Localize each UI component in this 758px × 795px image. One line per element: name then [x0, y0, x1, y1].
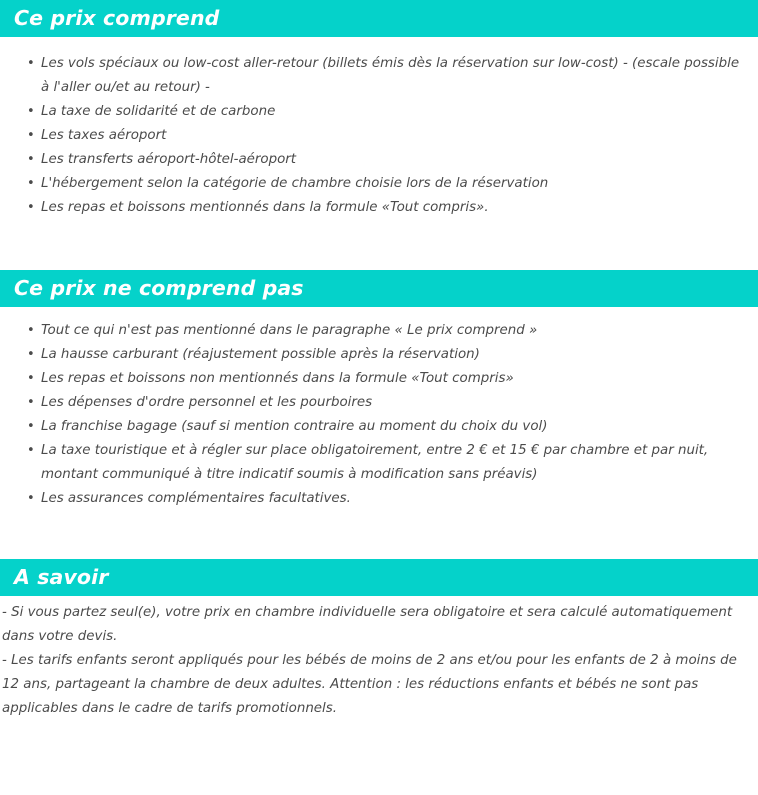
list-item: • Tout ce qui n'est pas mentionné dans le paragraphe « Le prix comprend » — [0, 319, 758, 343]
included-list — [0, 52, 758, 220]
list-item: • Les transferts aéroport-hôtel-aéroport — [0, 148, 758, 172]
section-body-included — [0, 52, 758, 220]
list-item: • Les dépenses d'ordre personnel et les pourboires — [0, 391, 758, 415]
section-title-good-to-know: A savoir — [14, 565, 109, 590]
list-item: • La taxe de solidarité et de carbone — [0, 100, 758, 124]
section-included — [0, 0, 758, 220]
list-item: • Les vols spéciaux ou low-cost aller-retour (billets émis dès la réservation sur low-cost) - (escale possible à l'aller ou/et au retour) - — [0, 52, 758, 100]
section-header-not-included — [0, 270, 758, 307]
section-not-included — [0, 270, 758, 511]
list-item: • Les assurances complémentaires facultatives. — [0, 487, 758, 511]
section-body-not-included — [0, 319, 758, 511]
section-good-to-know — [0, 559, 758, 721]
list-item: • La taxe touristique et à régler sur place obligatoirement, entre 2 € et 15 € par chambre et par nuit, montant communiqué à titre indicatif soumis à modification sans préavis) — [0, 439, 758, 487]
section-header-included — [0, 0, 758, 37]
list-item: • L'hébergement selon la catégorie de chambre choisie lors de la réservation — [0, 172, 758, 196]
section-title-not-included: Ce prix ne comprend pas — [14, 276, 304, 301]
note-paragraph: - Les tarifs enfants seront appliqués pour les bébés de moins de 2 ans et/ou pour les enfants de 2 à moins de 12 ans, partageant la chambre de deux adultes. Attention : les réductions enfants et bébés ne sont pas applicables dans le cadre de tarifs promotionnels. — [2, 653, 737, 716]
section-title-included: Ce prix comprend — [14, 6, 220, 31]
list-item: • Les taxes aéroport — [0, 124, 758, 148]
list-item: • Les repas et boissons non mentionnés dans la formule «Tout compris» — [0, 367, 758, 391]
list-item: • Les repas et boissons mentionnés dans la formule «Tout compris». — [0, 196, 758, 220]
spacer-between-sections-1 — [0, 220, 758, 270]
spacer-included-top — [0, 37, 758, 52]
list-item: • La franchise bagage (sauf si mention contraire au moment du choix du vol) — [0, 415, 758, 439]
spacer-not-included-top — [0, 307, 758, 319]
section-body-good-to-know — [0, 596, 758, 721]
not-included-list — [0, 319, 758, 511]
list-item: • La hausse carburant (réajustement possible après la réservation) — [0, 343, 758, 367]
section-header-good-to-know — [0, 559, 758, 596]
note-paragraph: - Si vous partez seul(e), votre prix en chambre individuelle sera obligatoire et sera calculé automatiquement dans votre devis. — [2, 605, 733, 644]
spacer-between-sections-2 — [0, 511, 758, 559]
